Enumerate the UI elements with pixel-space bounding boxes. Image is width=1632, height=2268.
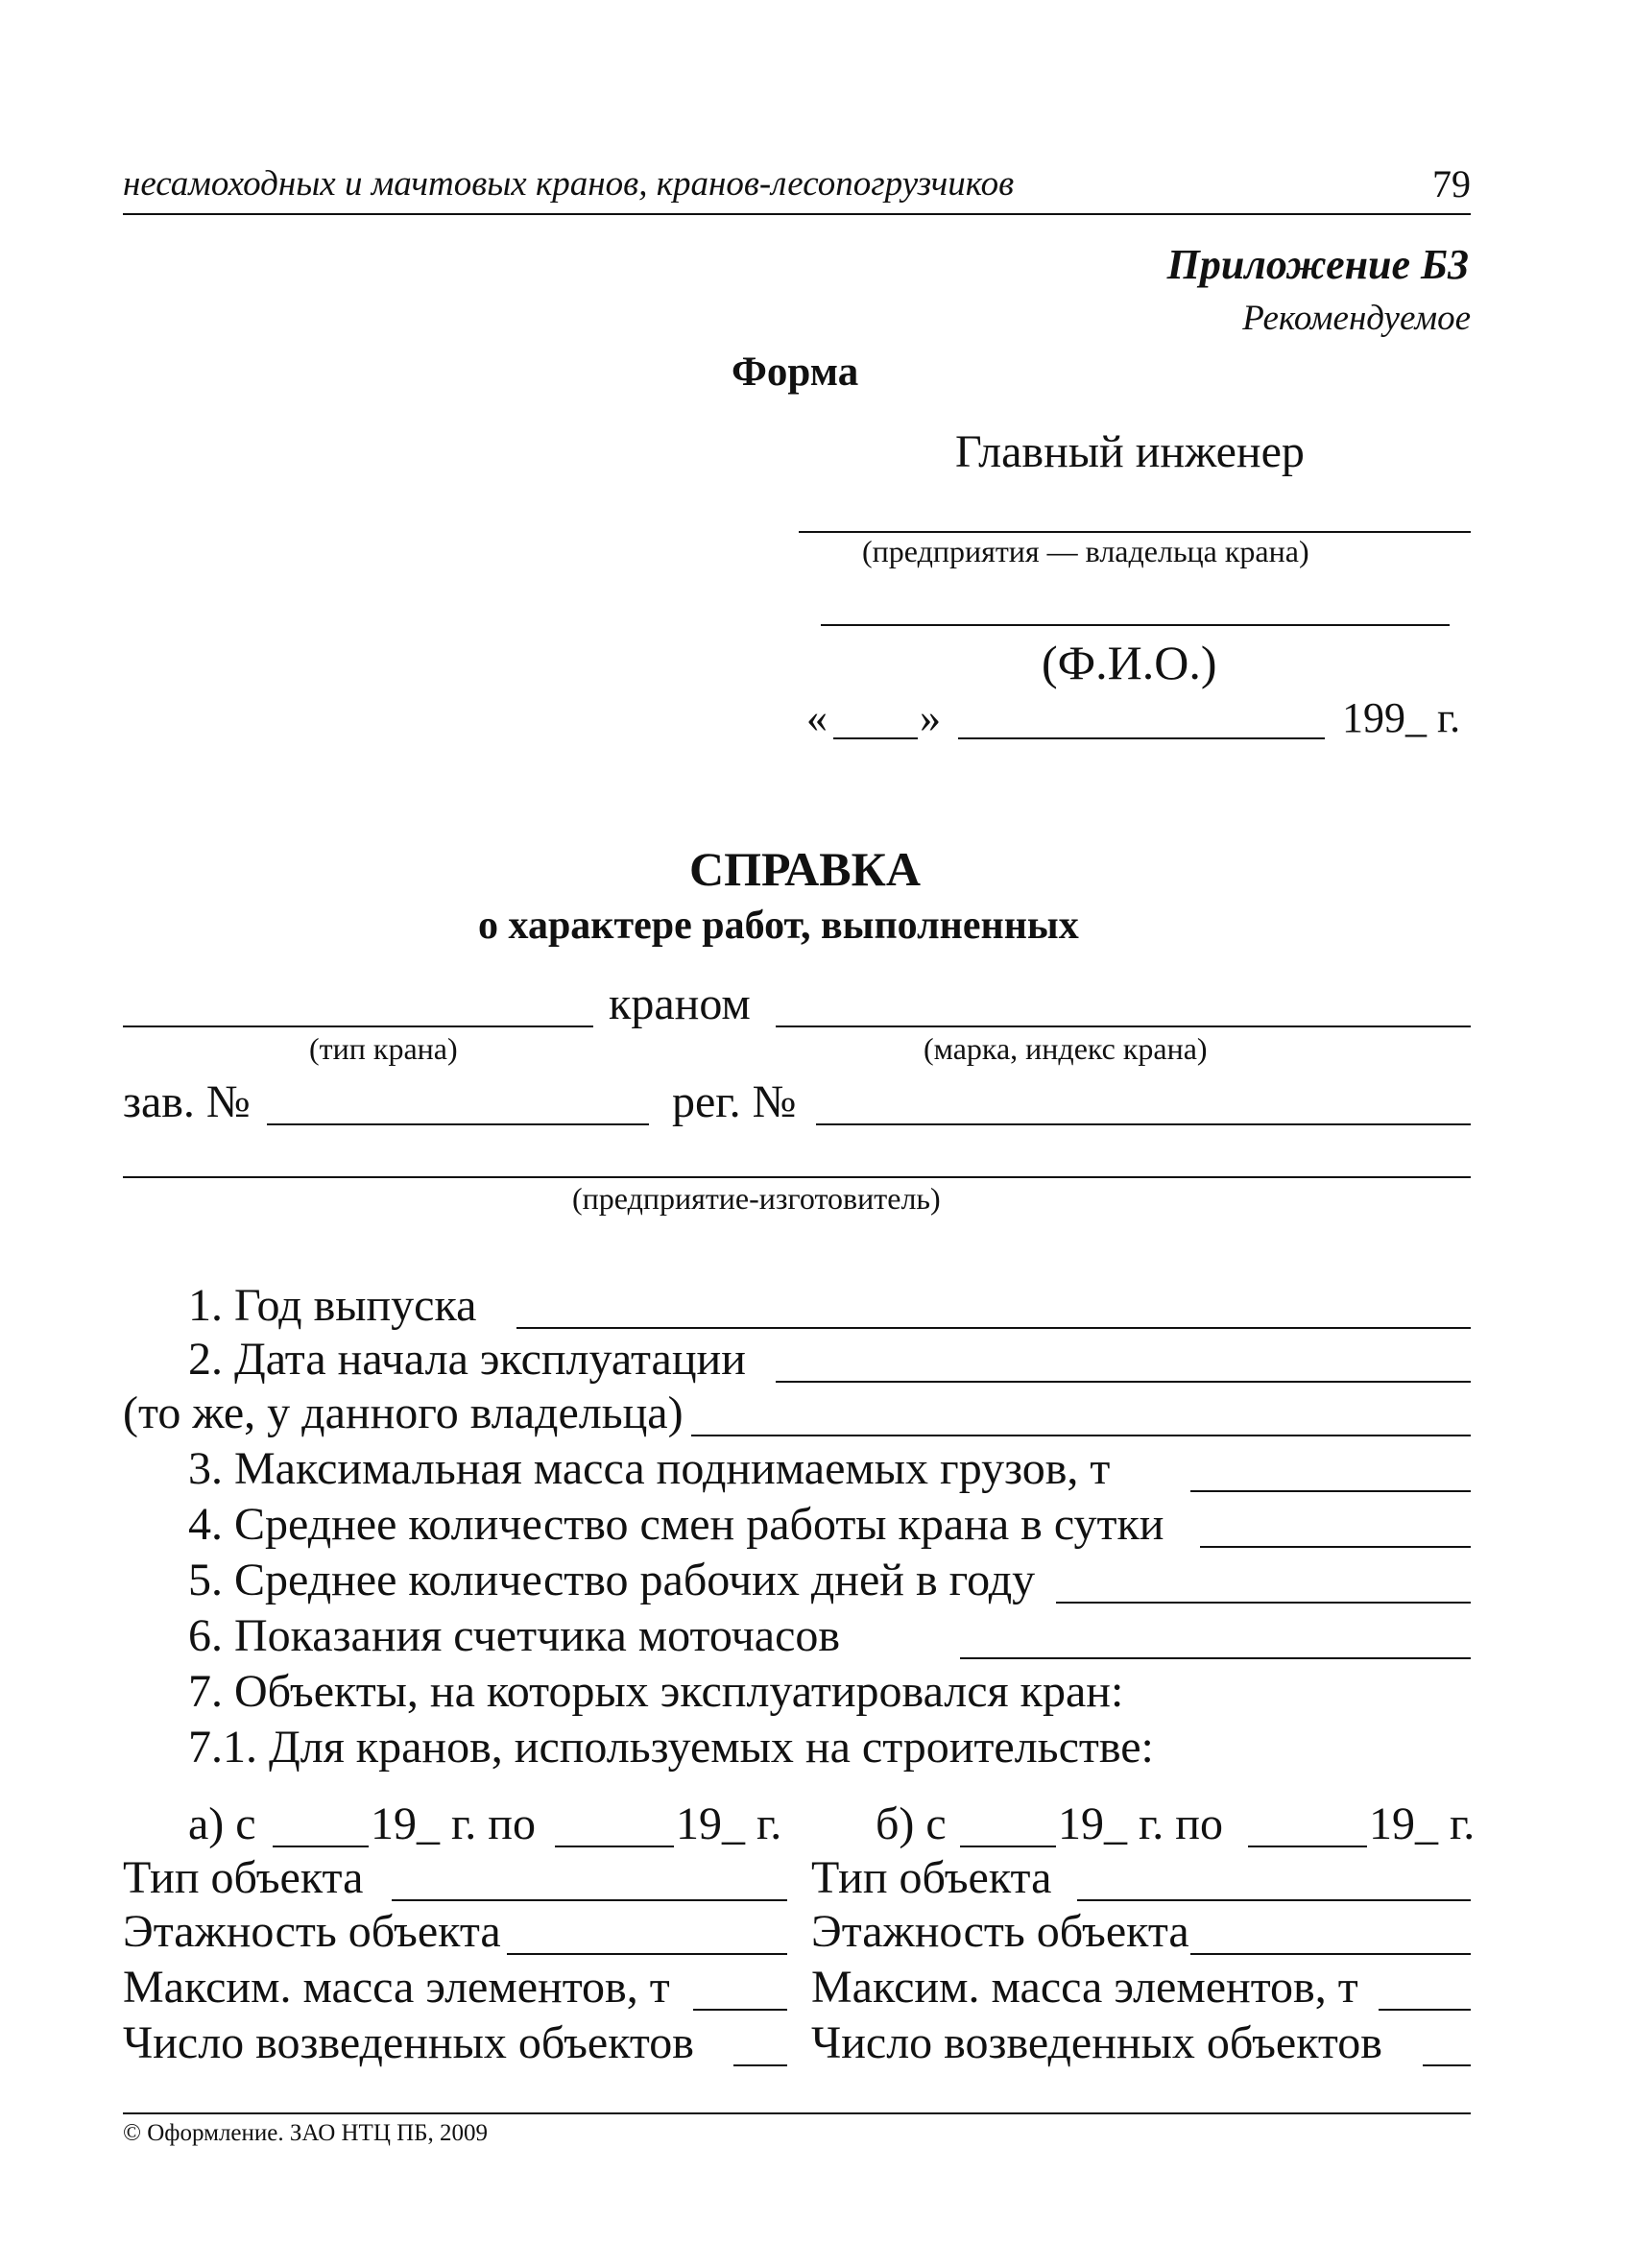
col-a-from-prefix: а) с: [188, 1798, 256, 1849]
item-6-label: 6. Показания счетчика моточасов: [188, 1610, 841, 1661]
crane-model-line[interactable]: [776, 1025, 1471, 1027]
footer-rule: [123, 2112, 1471, 2114]
item-1-line[interactable]: [516, 1327, 1471, 1329]
name-caption: (Ф.И.О.): [1042, 636, 1217, 689]
page-number: 79: [1432, 162, 1471, 205]
item-5-label: 5. Среднее количество рабочих дней в году: [188, 1555, 1036, 1605]
factory-no-label: зав. №: [123, 1076, 251, 1127]
col-b-floors-label: Этажность объекта: [811, 1906, 1189, 1957]
header-rule: [123, 213, 1471, 215]
col-b-year1: 19_ г. по: [1058, 1798, 1223, 1849]
enterprise-line[interactable]: [799, 531, 1471, 533]
col-b-max-mass-label: Максим. масса элементов, т: [811, 1962, 1358, 2013]
col-a-max-mass-label: Максим. масса элементов, т: [123, 1962, 670, 2013]
item-6-line[interactable]: [960, 1657, 1471, 1659]
item-2b-label: (то же, у данного владельца): [123, 1387, 684, 1438]
item-1-label: 1. Год выпуска: [188, 1280, 477, 1331]
item-2-line[interactable]: [776, 1381, 1471, 1383]
col-a-year2: 19_ г.: [676, 1798, 782, 1849]
col-a-count-line[interactable]: [733, 2064, 787, 2066]
date-day-line[interactable]: [833, 737, 918, 739]
footer-copyright: © Оформление. ЗАО НТЦ ПБ, 2009: [123, 2120, 489, 2146]
item-7-label: 7. Объекты, на которых эксплуатировался кран:: [188, 1666, 1124, 1717]
running-header: несамоходных и мачтовых кранов, кранов-лесопогрузчиков: [123, 164, 1015, 204]
date-year: 199_ г.: [1342, 694, 1461, 741]
col-b-max-mass-line[interactable]: [1379, 2009, 1471, 2011]
crane-type-line[interactable]: [123, 1025, 593, 1027]
item-3-label: 3. Максимальная масса поднимаемых грузов, т: [188, 1443, 1111, 1494]
appendix-status: Рекомендуемое: [1242, 299, 1471, 338]
document-subtitle: о характере работ, выполненных: [478, 904, 1079, 948]
date-month-line[interactable]: [958, 737, 1325, 739]
reg-no-line[interactable]: [816, 1123, 1471, 1125]
col-a-start-line[interactable]: [273, 1846, 369, 1847]
col-b-start-line[interactable]: [960, 1846, 1056, 1847]
item-2-label: 2. Дата начала эксплуатации: [188, 1334, 746, 1385]
item-4-label: 4. Среднее количество смен работы крана в сутки: [188, 1499, 1164, 1550]
enterprise-caption: (предприятия — владельца крана): [862, 534, 1309, 568]
factory-no-line[interactable]: [267, 1123, 649, 1125]
col-a-object-type-label: Тип объекта: [123, 1852, 364, 1903]
col-b-floors-line[interactable]: [1190, 1953, 1471, 1955]
col-a-end-line[interactable]: [555, 1846, 674, 1847]
col-a-floors-label: Этажность объекта: [123, 1906, 501, 1957]
crane-model-caption: (марка, индекс крана): [924, 1031, 1208, 1066]
col-b-count-label: Число возведенных объектов: [811, 2017, 1382, 2068]
by-crane-label: краном: [609, 978, 751, 1029]
col-a-object-type-line[interactable]: [392, 1899, 787, 1901]
reg-no-label: рег. №: [672, 1076, 797, 1127]
date-close-quote: »: [920, 694, 941, 741]
crane-type-caption: (тип крана): [309, 1031, 458, 1066]
item-7-1-label: 7.1. Для кранов, используемых на строительстве:: [188, 1722, 1154, 1773]
appendix-title: Приложение Б3: [1166, 241, 1469, 288]
col-a-count-label: Число возведенных объектов: [123, 2017, 694, 2068]
col-a-year1: 19_ г. по: [371, 1798, 536, 1849]
col-b-end-line[interactable]: [1248, 1846, 1367, 1847]
form-label: Форма: [732, 350, 859, 395]
col-a-floors-line[interactable]: [507, 1953, 787, 1955]
date-open-quote: «: [806, 694, 828, 741]
name-line[interactable]: [821, 624, 1450, 626]
approver-position: Главный инженер: [955, 426, 1305, 477]
col-b-object-type-line[interactable]: [1077, 1899, 1471, 1901]
col-a-max-mass-line[interactable]: [693, 2009, 787, 2011]
item-5-line[interactable]: [1056, 1602, 1471, 1604]
manufacturer-caption: (предприятие-изготовитель): [572, 1181, 941, 1216]
col-b-object-type-label: Тип объекта: [811, 1852, 1052, 1903]
item-2b-line[interactable]: [691, 1435, 1471, 1436]
col-b-count-line[interactable]: [1423, 2064, 1471, 2066]
col-b-from-prefix: б) с: [876, 1798, 947, 1849]
col-b-year2: 19_ г.: [1369, 1798, 1476, 1849]
manufacturer-line[interactable]: [123, 1176, 1471, 1178]
item-4-line[interactable]: [1200, 1546, 1471, 1548]
document-title: СПРАВКА: [689, 842, 921, 896]
item-3-line[interactable]: [1190, 1490, 1471, 1492]
